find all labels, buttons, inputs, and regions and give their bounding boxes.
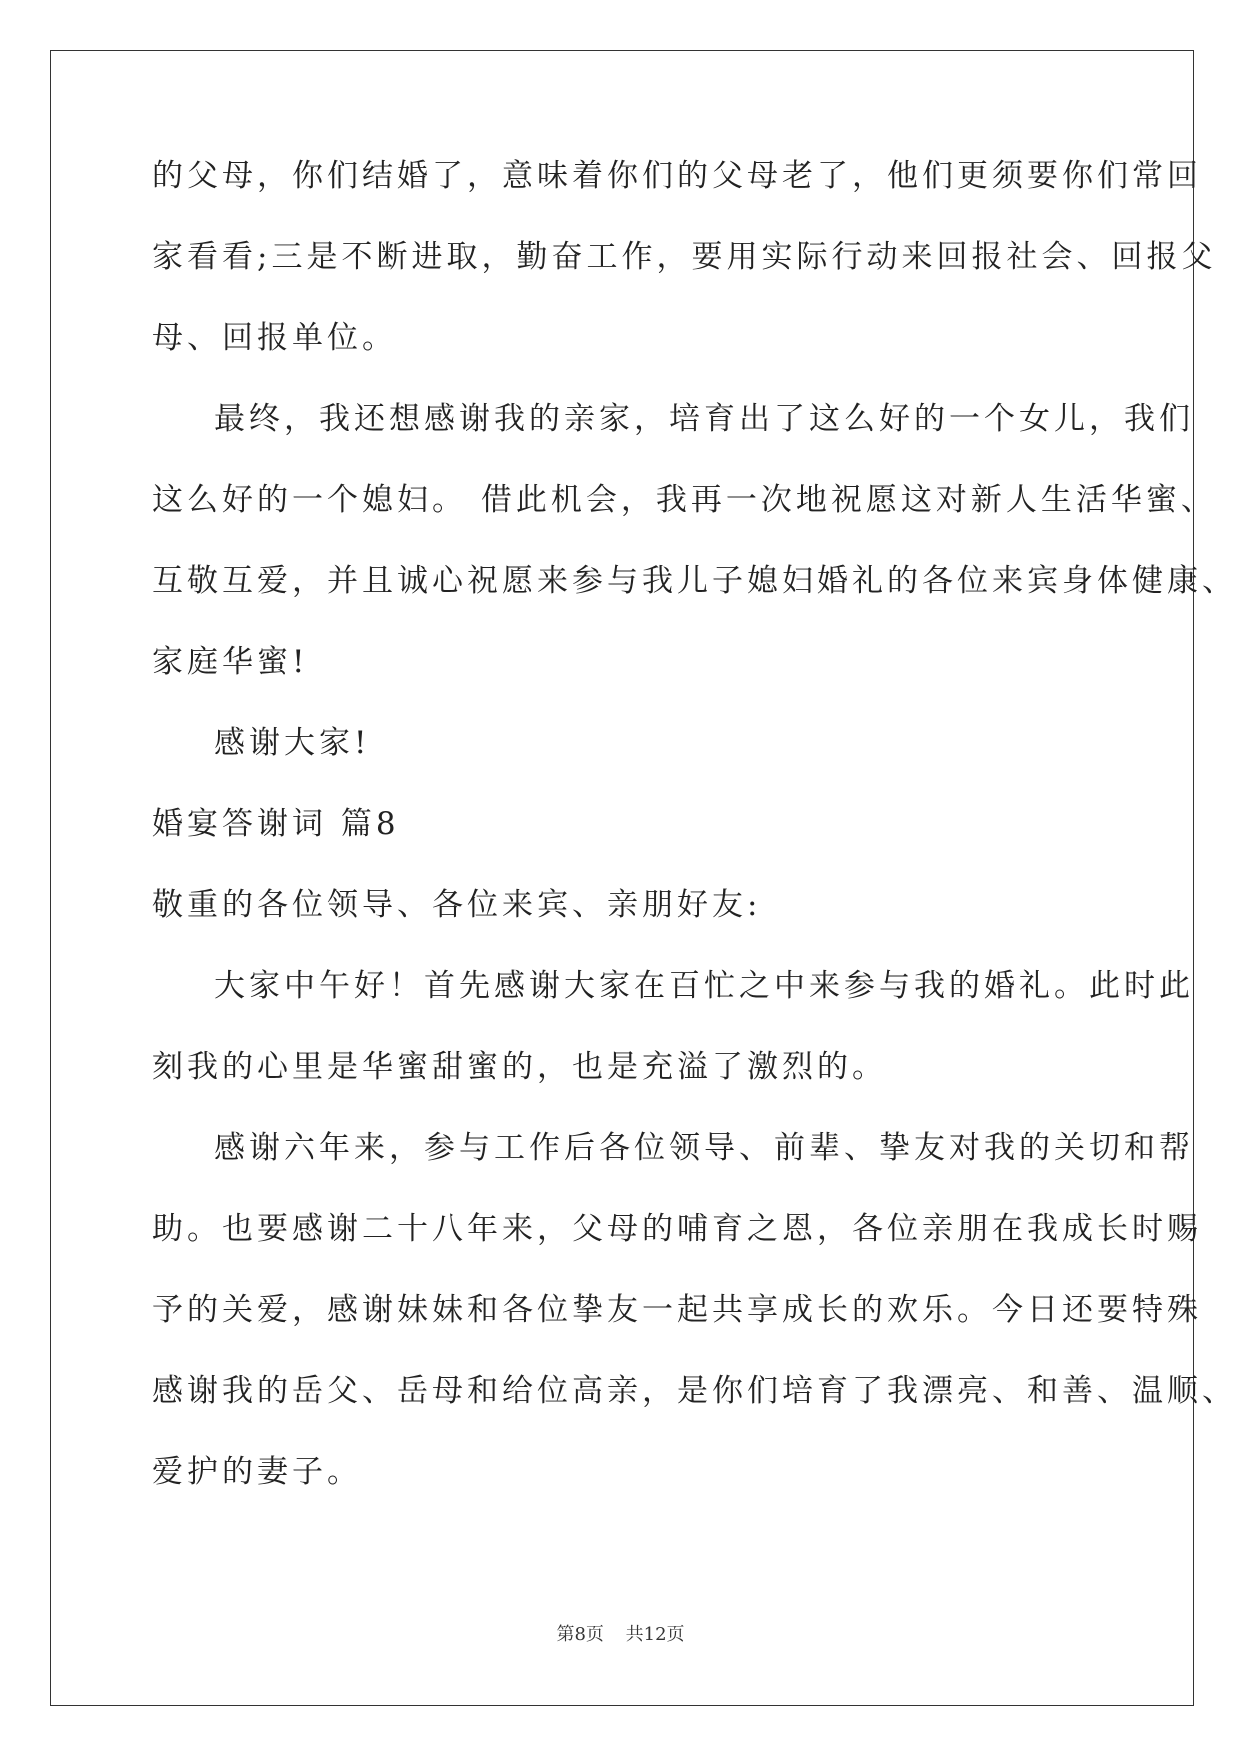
page-number: 第8页 [556, 1624, 604, 1645]
text-line-17: 爱护的妻子。 [152, 1454, 362, 1490]
text-line-4: 最终，我还想感谢我的亲家，培育出了这么好的一个女儿，我们 [214, 401, 1194, 437]
page-total: 共12页 [625, 1624, 685, 1645]
text-line-3: 母、回报单位。 [152, 320, 397, 356]
text-line-2: 家看看;三是不断进取，勤奋工作，要用实际行动来回报社会、回报父 [152, 239, 1217, 275]
text-line-15: 予的关爱，感谢妹妹和各位挚友一起共享成长的欢乐。今日还要特殊 [152, 1292, 1202, 1328]
text-line-13: 感谢六年来，参与工作后各位领导、前辈、挚友对我的关切和帮 [214, 1130, 1194, 1166]
text-line-5: 这么好的一个媳妇。 借此机会，我再一次地祝愿这对新人生活华蜜、 [152, 482, 1216, 518]
text-line-12: 刻我的心里是华蜜甜蜜的，也是充溢了激烈的。 [152, 1049, 887, 1085]
text-line-11: 大家中午好！首先感谢大家在百忙之中来参与我的婚礼。此时此 [214, 968, 1194, 1004]
text-line-6: 互敬互爱，并且诚心祝愿来参与我儿子媳妇婚礼的各位来宾身体健康、 [152, 563, 1237, 599]
document-body [152, 154, 1237, 1531]
text-line-16: 感谢我的岳父、岳母和给位高亲，是你们培育了我漂亮、和善、温顺、 [152, 1373, 1237, 1409]
text-line-8: 感谢大家! [214, 725, 371, 761]
salutation-line: 敬重的各位领导、各位来宾、亲朋好友: [152, 887, 762, 923]
section-heading: 婚宴答谢词 篇8 [152, 806, 400, 842]
text-line-7: 家庭华蜜! [152, 644, 309, 680]
text-line-1: 的父母，你们结婚了，意味着你们的父母老了，他们更须要你们常回 [152, 158, 1202, 194]
text-line-14: 助。也要感谢二十八年来，父母的哺育之恩，各位亲朋在我成长时赐 [152, 1211, 1202, 1247]
page-footer [0, 1620, 1241, 1646]
